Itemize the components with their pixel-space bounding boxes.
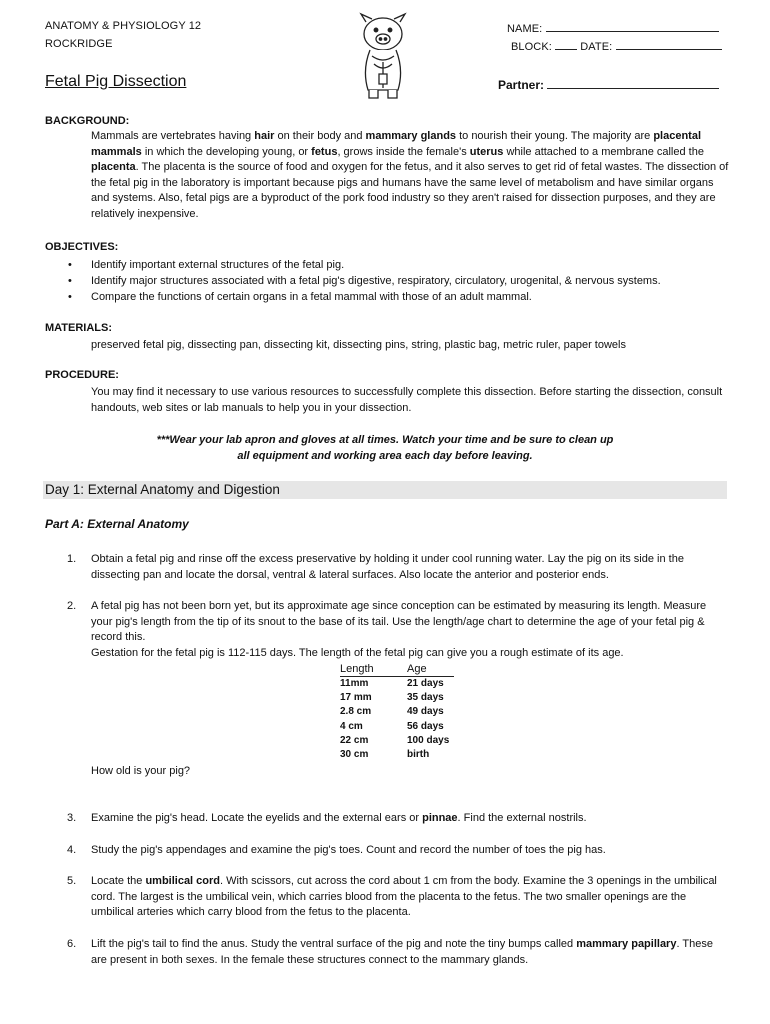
table-row [340,734,454,748]
step-text-part: Lift the pig's tail to find the anus. Study the ventral surface of the pig and note the tiny bumps called [91,938,577,950]
term-pinnae: pinnae [422,812,458,824]
step-number: 4. [67,844,77,856]
step-6 [67,937,727,968]
paragraph-text: . The placenta is the source of food and oxygen for the fetus, and it also serves to get rid of fetal wastes. The dissection of the fetal pig in the laboratory is important because pigs and humans have the same level of metabolism and have similar organs and systems. Also, fetal pigs are a byproduct of the pork food industry so they aren't raised for dissection purposes, and they are relatively inexpensive. [91,161,729,220]
term-umbilical-cord: umbilical cord [145,875,221,887]
step-text [91,811,727,827]
list-item: • Identify important external structures of the fetal pig. [68,257,748,273]
partner-label: Partner: [498,78,545,92]
partner-line[interactable] [547,77,719,89]
table-row [340,748,454,762]
materials-text: preserved fetal pig, dissecting pan, dissecting kit, dissecting pins, string, plastic bag, metric ruler, paper towels [91,339,626,351]
table-cell: 49 days [407,706,444,718]
step-number: 1. [67,553,77,565]
step-number: 6. [67,938,77,950]
materials-heading: MATERIALS: [45,322,113,334]
paragraph-text: in which the developing young, or [141,145,312,158]
list-item: • Identify major structures associated with a fetal pig's digestive, respiratory, circulatory, urogenital, & nervous systems. [68,273,748,289]
background-heading: BACKGROUND: [45,115,130,127]
objectives-list [68,257,748,305]
paragraph-text: to nourish their young. The majority are [456,130,654,142]
step-text-part: . Find the external nostrils. [457,812,587,824]
term-mammary-papillary: mammary papillary [576,938,677,950]
step-text-part: . These are present in both sexes. In the female these structures connect to the mammary glands. [91,938,713,966]
paragraph-text: , grows inside the female's [337,145,470,158]
key-term: uterus [469,145,504,158]
step-number: 5. [67,875,77,887]
table-cell: 22 cm [340,734,369,746]
step-text-part: Examine the pig's head. Locate the eyelids and the external ears or [91,812,423,824]
key-term: mammary glands [365,130,457,142]
name-label: NAME: [507,23,543,35]
table-cell: 30 cm [340,749,369,761]
length-age-table [340,663,454,762]
procedure-heading: PROCEDURE: [45,369,119,381]
table-cell: birth [407,749,430,761]
table-cell: 35 days [407,692,444,704]
procedure-text: You may find it necessary to use various resources to successfully complete this dissection. Before starting the dissection, consult handouts, web sites or lab manuals to help you in your dissection. [91,386,723,414]
name-field[interactable] [507,20,719,35]
step-1 [67,552,727,583]
background-paragraph [91,129,731,223]
date-line[interactable] [616,38,722,50]
block-label: BLOCK: [511,41,552,53]
paragraph-text: on their body and [274,130,366,142]
paragraph-text: while attached to a membrane called the [503,145,704,158]
table-header-length: Length [340,663,407,677]
block-line[interactable] [555,38,577,50]
partner-field[interactable] [498,77,719,92]
table-cell: 56 days [407,720,444,732]
pig-mascot-icon [352,12,414,102]
table-row [340,720,454,734]
list-item: • Compare the functions of certain organs in a fetal mammal with those of an adult mammal. [68,289,748,305]
key-term: placenta [91,161,136,174]
key-term: hair [254,130,275,142]
name-line[interactable] [546,20,719,32]
table-row [340,705,454,719]
day1-heading-bar [43,481,727,499]
day1-heading: Day 1: External Anatomy and Digestion [45,482,280,497]
table-row [340,691,454,705]
step-text: Study the pig's appendages and examine the pig's toes. Count and record the number of toes the pig has. [91,844,606,856]
objectives-heading: OBJECTIVES: [45,241,119,253]
step-number: 3. [67,812,77,824]
table-cell: 11mm [340,678,369,689]
gestation-text: Gestation for the fetal pig is 112-115 days. The length of the fetal pig can give you a rough estimate of its age. [91,646,624,659]
block-date-field[interactable] [511,38,722,53]
table-cell: 2.8 cm [340,706,372,718]
table-header-age: Age [407,663,454,677]
step-5 [67,874,727,921]
table-cell: 21 days [407,678,444,689]
paragraph-text: Mammals are vertebrates having [91,130,255,142]
step-text: Obtain a fetal pig and rinse off the excess preservative by holding it under cool running water. Lay the pig on its side in the dissecting pan and locate the dorsal, ventral & lateral surfaces. Also locate the anterior and posterior ends. [91,553,684,581]
step-text: A fetal pig has not been born yet, but its approximate age since conception can be estimated by measuring its length. Measure your pig's length from the tip of its snout to the base of its tail. Use the length/age chart to determine the age of your fetal pig & record this. [91,600,707,644]
table-row [340,677,454,692]
step-number: 2. [67,600,77,612]
school-name: ROCKRIDGE [45,38,113,50]
step-2 [67,599,727,661]
table-cell: 4 cm [340,720,363,732]
table-cell: 100 days [407,734,450,746]
step-text [91,874,727,921]
step-3 [67,811,727,827]
step-text-part: . With scissors, cut across the cord about 1 cm from the body. Examine the 3 openings in the umbilical cord. The largest is the umbilical vein, which carries blood from the placenta to the fetus. The two smaller openings are the umbilical arteries which carry blood from the fetus to the placenta. [91,875,717,919]
table-cell: 17 mm [340,692,372,704]
age-question: How old is your pig? [91,765,191,777]
step-4 [67,843,727,859]
part-a-heading: Part A: External Anatomy [45,517,189,531]
page-title: Fetal Pig Dissection [45,73,187,90]
course-name: ANATOMY & PHYSIOLOGY 12 [45,20,202,32]
safety-note-line2: all equipment and working area each day before leaving. [237,450,533,462]
key-term: fetus [311,145,338,158]
date-label: DATE: [580,41,613,53]
step-text-part: Locate the [91,875,146,887]
step-text [91,937,727,968]
safety-note-line1: ***Wear your lab apron and gloves at all times. Watch your time and be sure to clean up [156,434,614,446]
key-term: placental mammals [91,130,702,158]
